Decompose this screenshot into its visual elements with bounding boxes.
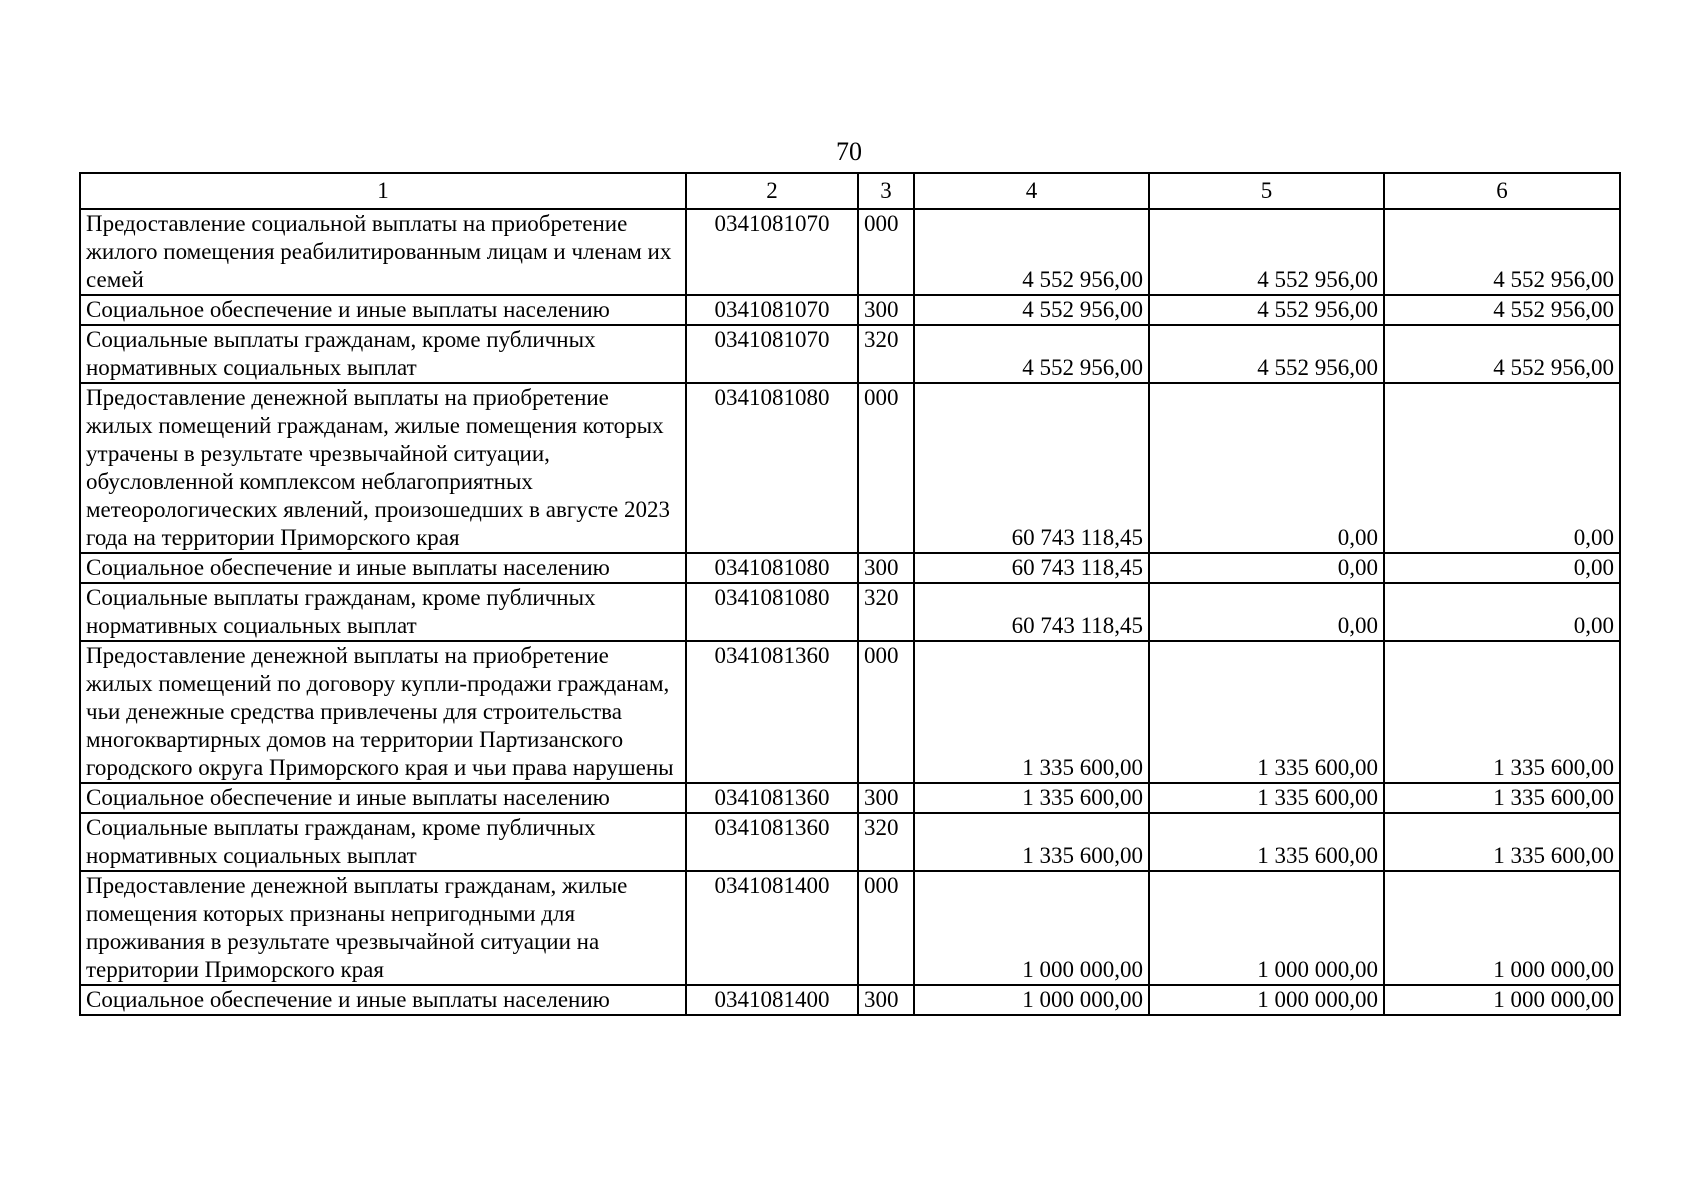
table-row [80, 641, 1620, 783]
row-name: Социальные выплаты гражданам, кроме публичных нормативных социальных выплат [80, 325, 686, 383]
table-row [80, 783, 1620, 813]
row-target-code: 0341081080 [686, 583, 858, 641]
row-amount-year1: 1 335 600,00 [914, 641, 1149, 783]
row-amount-year1: 1 000 000,00 [914, 871, 1149, 985]
table-row [80, 583, 1620, 641]
row-expense-type: 320 [858, 583, 914, 641]
row-amount-year3: 1 335 600,00 [1384, 641, 1620, 783]
row-amount-year2: 1 335 600,00 [1149, 641, 1384, 783]
row-name: Социальное обеспечение и иные выплаты населению [80, 985, 686, 1015]
header-col-2: 2 [686, 173, 858, 209]
row-amount-year2: 1 335 600,00 [1149, 813, 1384, 871]
row-amount-year3: 4 552 956,00 [1384, 209, 1620, 295]
row-expense-type: 300 [858, 783, 914, 813]
row-target-code: 0341081080 [686, 383, 858, 553]
row-target-code: 0341081080 [686, 553, 858, 583]
row-amount-year2: 0,00 [1149, 583, 1384, 641]
row-amount-year2: 4 552 956,00 [1149, 295, 1384, 325]
row-target-code: 0341081400 [686, 985, 858, 1015]
table-row [80, 325, 1620, 383]
header-col-1: 1 [80, 173, 686, 209]
row-name: Предоставление социальной выплаты на приобретение жилого помещения реабилитированным лицам и членам их семей [80, 209, 686, 295]
row-amount-year3: 1 000 000,00 [1384, 985, 1620, 1015]
row-amount-year1: 60 743 118,45 [914, 553, 1149, 583]
table-row [80, 209, 1620, 295]
row-expense-type: 000 [858, 641, 914, 783]
row-expense-type: 000 [858, 871, 914, 985]
row-amount-year3: 0,00 [1384, 583, 1620, 641]
table-row [80, 813, 1620, 871]
table-row [80, 871, 1620, 985]
row-name: Предоставление денежной выплаты на приобретение жилых помещений по договору купли-продажи гражданам, чьи денежные средства привлечены для строительства многоквартирных домов на территории Партизанского городского округа Приморского края и чьи права нарушены [80, 641, 686, 783]
row-expense-type: 300 [858, 553, 914, 583]
row-amount-year1: 1 335 600,00 [914, 813, 1149, 871]
table-row [80, 383, 1620, 553]
row-name: Предоставление денежной выплаты гражданам, жилые помещения которых признаны непригодными для проживания в результате чрезвычайной ситуации на территории Приморского края [80, 871, 686, 985]
row-target-code: 0341081070 [686, 209, 858, 295]
row-name: Социальное обеспечение и иные выплаты населению [80, 553, 686, 583]
row-name: Социальные выплаты гражданам, кроме публичных нормативных социальных выплат [80, 813, 686, 871]
row-target-code: 0341081360 [686, 813, 858, 871]
row-amount-year2: 0,00 [1149, 553, 1384, 583]
header-row [80, 173, 1620, 209]
row-amount-year3: 1 000 000,00 [1384, 871, 1620, 985]
header-col-5: 5 [1149, 173, 1384, 209]
row-amount-year2: 0,00 [1149, 383, 1384, 553]
table-row [80, 295, 1620, 325]
header-col-3: 3 [858, 173, 914, 209]
row-target-code: 0341081400 [686, 871, 858, 985]
table-row [80, 985, 1620, 1015]
row-amount-year1: 4 552 956,00 [914, 209, 1149, 295]
page-number: 70 [836, 137, 862, 166]
row-expense-type: 000 [858, 383, 914, 553]
row-expense-type: 300 [858, 295, 914, 325]
row-amount-year3: 0,00 [1384, 553, 1620, 583]
row-name: Социальные выплаты гражданам, кроме публичных нормативных социальных выплат [80, 583, 686, 641]
row-target-code: 0341081360 [686, 641, 858, 783]
row-amount-year2: 1 000 000,00 [1149, 871, 1384, 985]
row-amount-year3: 4 552 956,00 [1384, 325, 1620, 383]
row-amount-year1: 4 552 956,00 [914, 325, 1149, 383]
header-col-4: 4 [914, 173, 1149, 209]
row-amount-year1: 1 335 600,00 [914, 783, 1149, 813]
row-amount-year2: 4 552 956,00 [1149, 325, 1384, 383]
row-amount-year2: 4 552 956,00 [1149, 209, 1384, 295]
row-target-code: 0341081360 [686, 783, 858, 813]
row-target-code: 0341081070 [686, 325, 858, 383]
row-name: Социальное обеспечение и иные выплаты населению [80, 295, 686, 325]
row-amount-year3: 1 335 600,00 [1384, 783, 1620, 813]
budget-table [79, 172, 1621, 1016]
row-name: Предоставление денежной выплаты на приобретение жилых помещений гражданам, жилые помещения которых утрачены в результате чрезвычайной ситуации, обусловленной комплексом неблагоприятных метеорологических явлений, произошедших в августе 2023 года на территории Приморского края [80, 383, 686, 553]
row-amount-year3: 4 552 956,00 [1384, 295, 1620, 325]
row-amount-year1: 4 552 956,00 [914, 295, 1149, 325]
row-target-code: 0341081070 [686, 295, 858, 325]
header-col-6: 6 [1384, 173, 1620, 209]
row-expense-type: 000 [858, 209, 914, 295]
row-amount-year2: 1 000 000,00 [1149, 985, 1384, 1015]
row-amount-year3: 0,00 [1384, 383, 1620, 553]
row-expense-type: 300 [858, 985, 914, 1015]
row-amount-year1: 60 743 118,45 [914, 583, 1149, 641]
table-row [80, 553, 1620, 583]
row-expense-type: 320 [858, 325, 914, 383]
row-amount-year1: 1 000 000,00 [914, 985, 1149, 1015]
row-name: Социальное обеспечение и иные выплаты населению [80, 783, 686, 813]
row-amount-year2: 1 335 600,00 [1149, 783, 1384, 813]
row-amount-year1: 60 743 118,45 [914, 383, 1149, 553]
row-amount-year3: 1 335 600,00 [1384, 813, 1620, 871]
row-expense-type: 320 [858, 813, 914, 871]
